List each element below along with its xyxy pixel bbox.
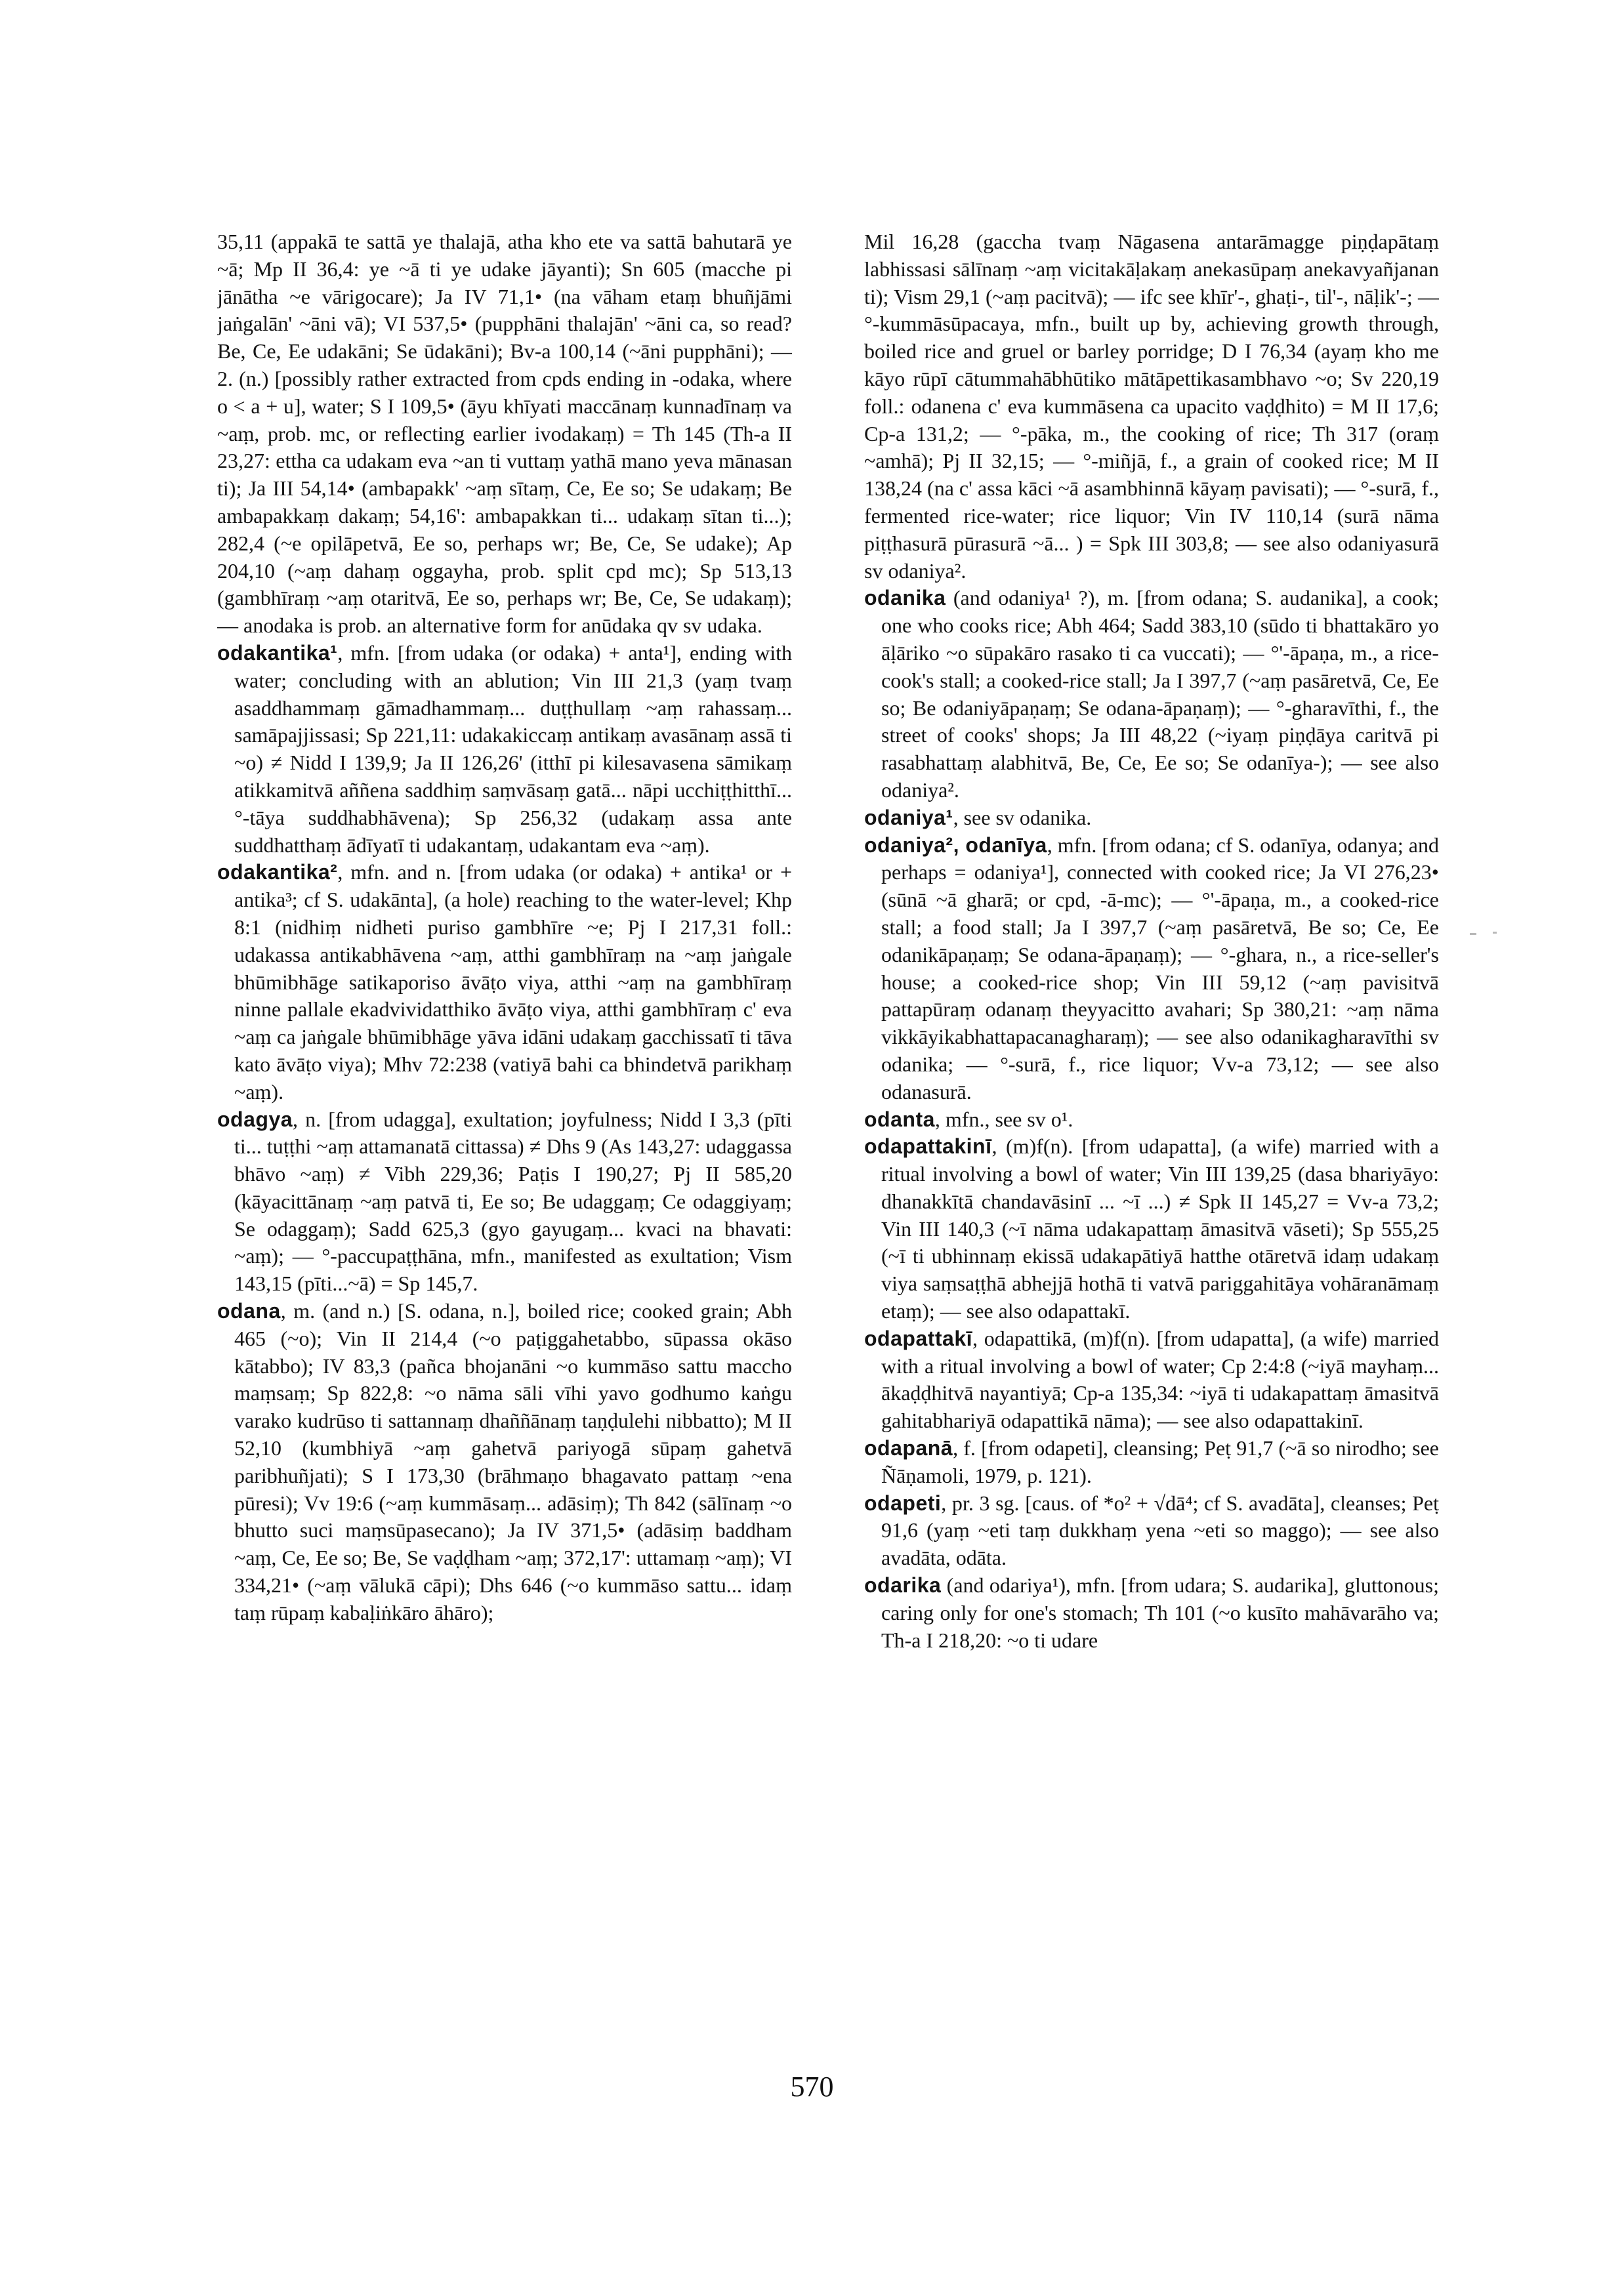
entry-headword: odarika [864,1573,942,1598]
entry-headword: odagya [217,1107,293,1131]
dictionary-entry [864,1490,1439,1572]
dictionary-entry [864,1106,1439,1134]
dictionary-entry [217,1106,792,1298]
entry-text: 35,11 (appakā te sattā ye thalajā, atha kho ete va sattā bahutarā ye ~ā; Mp II 36,4: ye ~ā ti ye udake jāyanti); Sn 605 (macche pi jānātha ~e vārigocare); Ja IV 71,1• (na vāham etaṃ bhuñjāmi jaṅgalān' ~āni vā); VI 537,5• (pupphāni thalajān' ~āni ca, so read? Be, Ce, Ee udakāni; Se ūdakāni); Bv-a 100,14 (~āni pupphāni); — 2. (n.) [possibly rather extracted from cpds ending in -odaka, where o < a + u], water; S I 109,5• (āyu khīyati maccānaṃ kunnadīnaṃ va ~aṃ, prob. mc, or reflecting earlier ivodakaṃ) = Th 145 (Th-a II 23,27: ettha ca udakam eva ~an ti vuttaṃ yathā mano yeva mānasan ti); Ja III 54,14• (ambapakk' ~aṃ sītaṃ, Ce, Ee so; Se udakaṃ; Be ambapakkaṃ dakaṃ; 54,16': ambapakkan ti... udakaṃ sītan ti...); 282,4 (~e opilāpetvā, Ee so, perhaps wr; Be, Ce, Se udake); Ap 204,10 (~aṃ dahaṃ oggayha, prob. split cpd mc); Sp 513,13 (gambhīraṃ ~aṃ otaritvā, Ee so, perhaps wr; Be, Ce, Se udakaṃ); — anodaka is prob. an alternative form for anūdaka qv sv udaka. [217,230,792,638]
dictionary-entry [217,640,792,859]
entry-headword: odapattakī [864,1326,973,1350]
entry-headword: odanika [864,586,946,610]
scan-speck [1493,932,1497,934]
dictionary-entry [217,228,792,640]
entry-text: , n. [from udagga], exultation; joyfulness; Nidd I 3,3 (pīti ti... tuṭṭhi ~aṃ attamanatā cittassa) ≠ Dhs 9 (As 143,27: udaggassa bhāvo ~aṃ) ≠ Vibh 229,36; Paṭis I 190,27; Pj II 585,20 (kāyacittānaṃ ~aṃ patvā ti, Ee so; Be udaggaṃ; Ce odaggiyaṃ; Se odaggaṃ); Sadd 625,3 (gyo gayugaṃ... kvaci na bhavati: ~aṃ); — °-paccupaṭṭhāna, mfn., manifested as exultation; Vism 143,15 (pīti...~ā) = Sp 145,7. [234,1107,792,1296]
entry-text: , f. [from odapeti], cleansing; Peṭ 91,7 (~ā so nirodho; see Ñāṇamoli, 1979, p. 121). [881,1436,1439,1487]
entry-headword: odapanā [864,1436,953,1460]
entry-headword: odana [217,1299,281,1323]
entry-headword: odakantika² [217,860,338,884]
dictionary-entry [864,1325,1439,1435]
scan-speck [1470,933,1476,935]
entry-text: , mfn., see sv o¹. [934,1107,1073,1131]
entry-text: , (m)f(n). [from udapatta], (a wife) married with a ritual involving a bowl of water; Vin III 139,25 (dasa bhariyāyo: dhanakkītā chandavāsinī ... ~ī ...) ≠ Spk II 145,27 = Vv-a 73,2; Vin III 140,3 (~ī nāma udakapattaṃ āmasitvā vāseti); Sp 555,25 (~ī ti ubhinnaṃ ekissā udakapātiyā hatthe otāretvā idaṃ udakaṃ viya saṃsaṭṭhā abhejjā hothā ti vatvā pariggahitāya vohāranāmaṃ etaṃ); — see also odapattakī. [881,1134,1439,1323]
entry-text: (and odariya¹), mfn. [from udara; S. audarika], gluttonous; caring only for one's stomach; Th 101 (~o kusīto mahāvarāho va; Th-a I 218,20: ~o ti udare [881,1573,1439,1652]
entry-text: (and odaniya¹ ?), m. [from odana; S. audanika], a cook; one who cooks rice; Abh 464; Sadd 383,10 (sūdo ti bhattakāro yo āḷāriko ~o sūpakāro rasako ti ca vuccati); — °'-āpaṇa, m., a rice-cook's stall; a cooked-rice stall; Ja I 397,7 (~aṃ pasāretvā, Ce, Ee so; Be odaniyāpaṇaṃ; Se odana-āpaṇaṃ); — °-gharavīthi, f., the street of cooks' shops; Ja III 48,22 (~iyaṃ piṇḍāya caritvā pi rasabhattaṃ alabhitvā, Be, Ce, Ee so; Se odanīya-); — see also odaniya². [881,586,1439,802]
entry-text: , pr. 3 sg. [caus. of *o² + √dā⁴; cf S. avadāta], cleanses; Peṭ 91,6 (yaṃ ~eti taṃ dukkhaṃ yena ~eti so maggo); — see also avadāta, odāta. [881,1491,1439,1570]
entry-text: , m. (and n.) [S. odana, n.], boiled rice; cooked grain; Abh 465 (~o); Vin II 214,4 (~o paṭiggahetabbo, sūpassa okāso kātabbo); IV 83,3 (pañca bhojanāni ~o kummāso sattu maccho maṃsaṃ; Sp 822,8: ~o nāma sāli vīhi yavo godhumo kaṅgu varako kudrūso ti sattannaṃ dhaññānaṃ taṇḍulehi nibbatto); M II 52,10 (kumbhiyā ~aṃ gahetvā pariyogā sūpaṃ gahetvā paribhuñjati); S I 173,30 (brāhmaṇo bhagavato pattaṃ ~ena pūresi); Vv 19:6 (~aṃ kummāsaṃ... adāsiṃ); Th 842 (sālīnaṃ ~o bhutto suci maṃsūpasecano); Ja IV 371,5• (adāsiṃ baddham ~aṃ, Ce, Ee so; Be, Se vaḍḍham ~aṃ; 372,17': uttamaṃ ~aṃ); VI 334,21• (~aṃ vālukā cāpi); Dhs 646 (~o kummāso sattu... idaṃ taṃ rūpaṃ kabaḷiṅkāro āhāro); [234,1299,792,1624]
dictionary-entry [217,1298,792,1627]
entry-headword: odakantika¹ [217,640,338,665]
dictionary-entry [864,832,1439,1106]
dictionary-entry [217,859,792,1106]
dictionary-entry [864,1435,1439,1490]
dictionary-entry [864,228,1439,585]
entry-text: , mfn. [from odana; cf S. odanīya, odanya; and perhaps = odaniya¹], connected with cooked rice; Ja VI 276,23• (sūnā ~ā gharā; or cpd, -ā-mc); — °'-āpaṇa, m., a cooked-rice stall; a food stall; Ja I 397,7 (~aṃ pasāretvā, Be so; Ce, Ee odanikāpaṇaṃ; Se odana-āpaṇaṃ); — °-ghara, n., a rice-seller's house; a cooked-rice shop; Vin III 59,12 (~aṃ pavisitvā pattapūraṃ odanaṃ theyyacitto avahari; Sp 380,21: ~aṃ nāma vikkāyikabhattapacanagharaṃ); — see also odanikagharavīthi sv odanika; — °-surā, f., rice liquor; Vv-a 73,12; — see also odanasurā. [881,833,1439,1104]
entry-headword: odapeti [864,1491,942,1515]
dictionary-entry [864,1133,1439,1325]
dictionary-entry [864,1572,1439,1654]
left-column [217,228,792,2039]
entry-text: , odapattikā, (m)f(n). [from udapatta], (a wife) married with a ritual involving a bowl of water; Cp 2:4:8 (~iyā mayhaṃ... ākaḍḍhitvā nayantiyā; Cp-a 135,34: ~iyā ti udakapattaṃ āmasitvā gahitabhariyā odapattikā nāma); — see also odapattakinī. [881,1326,1439,1433]
entry-text: , see sv odanika. [953,805,1092,829]
entry-text: , mfn. [from udaka (or odaka) + anta¹], ending with water; concluding with an ablution; Vin III 21,3 (yaṃ tvaṃ asaddhammaṃ gāmadhammaṃ... duṭṭhullaṃ ~aṃ rahassaṃ... samāpajjissasi; Sp 221,11: udakakiccaṃ antikaṃ avasānaṃ assā ti ~o) ≠ Nidd I 139,9; Ja II 126,26' (itthī pi kilesavasena sāmikaṃ atikkamitvā aññena saddhiṃ saṃvāsaṃ gatā... nāpi ucchiṭṭhitthī... °-tāya suddhabhāvena); Sp 256,32 (udakaṃ assa ante suddhatthaṃ ādīyatī ti udakantaṃ, udakantam eva ~aṃ). [234,640,792,857]
dictionary-entry [864,804,1439,832]
entry-headword: odapattakinī [864,1134,992,1159]
entry-headword: odaniya², odanīya [864,833,1047,857]
right-column [864,228,1439,2039]
entry-text: Mil 16,28 (gaccha tvaṃ Nāgasena antarāmagge piṇḍapātaṃ labhissasi sālīnaṃ ~aṃ vicitakāḷakaṃ anekasūpaṃ anekavyañjanan ti); Vism 29,1 (~aṃ pacitvā); — ifc see khīr'-, ghaṭi-, til'-, nāḷik'-; — °-kummāsūpacaya, mfn., built up by, achieving growth through, boiled rice and gruel or barley porridge; D I 76,34 (ayaṃ kho me kāyo rūpī cātummahābhūtiko mātāpettikasambhavo ~o; Sv 220,19 foll.: odanena c' eva kummāsena ca upacito vaḍḍhito) = M II 17,6; Cp-a 131,2; — °-pāka, m., the cooking of rice; Th 317 (oraṃ ~amhā); Pj II 32,15; — °-miñjā, f., a grain of cooked rice; M II 138,24 (na c' assa kāci ~ā asambhinnā kāyaṃ pavisati); — °-surā, f., fermented rice-water; rice liquor; Vin IV 110,14 (surā nāma piṭṭhasurā pūrasurā ~ā... ) = Spk III 303,8; — see also odaniyasurā sv odaniya². [864,230,1439,583]
entry-text: , mfn. and n. [from udaka (or odaka) + antika¹ or + antika³; cf S. udakānta], (a hole) reaching to the water-level; Khp 8:1 (nidhiṃ nidheti puriso gambhīre ~e; Pj I 217,31 foll.: udakassa antikabhāvena ~aṃ, atthi gambhīraṃ na ~aṃ jaṅgale bhūmibhāge satikaporiso āvāṭo viya, atthi ~aṃ na gambhīraṃ ninne pallale ekadvividatthiko āvāṭo viya, atthi gambhīraṃ c' eva ~aṃ ca jaṅgale bhūmibhāge yāva idāni udakaṃ gacchissatī ti tāva kato āvāṭo viya); Mhv 72:238 (vatiyā bahi ca bhindetvā parikhaṃ ~aṃ). [234,860,792,1104]
page-number: 570 [790,2071,834,2103]
entry-headword: odaniya¹ [864,805,953,829]
entry-headword: odanta [864,1107,935,1131]
dictionary-entry [864,585,1439,804]
